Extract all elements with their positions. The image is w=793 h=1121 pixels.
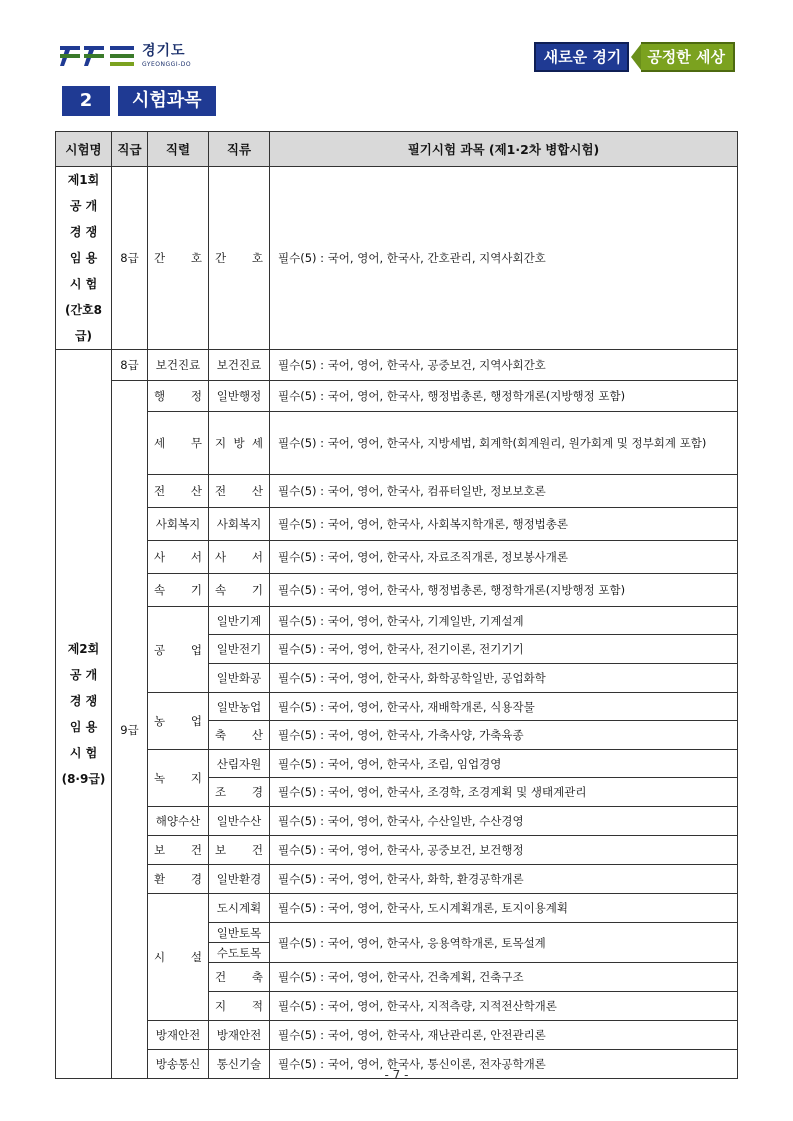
class-cell: 속 기 bbox=[209, 574, 270, 607]
subjects-cell: 필수(5) : 국어, 영어, 한국사, 통신이론, 전자공학개론 bbox=[270, 1050, 738, 1079]
class-cell: 사 서 bbox=[209, 541, 270, 574]
subjects-cell: 필수(5) : 국어, 영어, 한국사, 조경학, 조경계획 및 생태계관리 bbox=[270, 778, 738, 807]
series-cell: 녹 지 bbox=[148, 750, 209, 807]
subjects-cell: 필수(5) : 국어, 영어, 한국사, 컴퓨터일반, 정보보호론 bbox=[270, 475, 738, 508]
gyeonggi-logo bbox=[60, 38, 200, 72]
logo-name: 경기도 bbox=[142, 43, 186, 59]
series-cell: 간 호 bbox=[148, 167, 209, 350]
exam-1-name: 제1회 공 개 경 쟁 임 용 시 험 (간호8급) bbox=[56, 167, 112, 350]
header-series: 직렬 bbox=[148, 132, 209, 167]
series-cell: 보 건 bbox=[148, 836, 209, 865]
class-cell: 보 건 bbox=[209, 836, 270, 865]
table-row bbox=[56, 865, 738, 894]
class-cell: 일반환경 bbox=[209, 865, 270, 894]
class-cell: 일반농업 bbox=[209, 693, 270, 721]
series-cell: 보건진료 bbox=[148, 350, 209, 381]
subjects-cell: 필수(5) : 국어, 영어, 한국사, 지적측량, 지적전산학개론 bbox=[270, 992, 738, 1021]
table-row bbox=[56, 508, 738, 541]
gyeonggi-logo-icon bbox=[60, 42, 136, 70]
grade-cell: 8급 bbox=[112, 350, 148, 381]
subjects-cell: 필수(5) : 국어, 영어, 한국사, 건축계획, 건축구조 bbox=[270, 963, 738, 992]
table-row bbox=[56, 807, 738, 836]
page-number: - 7 - bbox=[384, 1068, 409, 1082]
subjects-cell: 필수(5) : 국어, 영어, 한국사, 조림, 임업경영 bbox=[270, 750, 738, 778]
class-cell: 도시계획 bbox=[209, 894, 270, 923]
series-cell: 환 경 bbox=[148, 865, 209, 894]
subjects-cell: 필수(5) : 국어, 영어, 한국사, 자료조직개론, 정보봉사개론 bbox=[270, 541, 738, 574]
table-row bbox=[56, 350, 738, 381]
class-cell: 전 산 bbox=[209, 475, 270, 508]
grade-cell: 9급 bbox=[112, 381, 148, 1079]
series-cell: 행 정 bbox=[148, 381, 209, 412]
table-row bbox=[56, 836, 738, 865]
section-heading bbox=[62, 86, 216, 116]
class-cell: 조 경 bbox=[209, 778, 270, 807]
table-row bbox=[56, 412, 738, 475]
class-cell: 건 축 bbox=[209, 963, 270, 992]
class-cell: 일반수산 bbox=[209, 807, 270, 836]
class-cell: 일반기계 bbox=[209, 607, 270, 635]
section-number: 2 bbox=[62, 86, 110, 116]
class-cell: 지 적 bbox=[209, 992, 270, 1021]
subjects-cell: 필수(5) : 국어, 영어, 한국사, 전기이론, 전기기기 bbox=[270, 635, 738, 664]
header-class: 직류 bbox=[209, 132, 270, 167]
series-cell: 시 설 bbox=[148, 894, 209, 1021]
class-cell: 일반전기 bbox=[209, 635, 270, 664]
exam-subjects-table bbox=[55, 131, 738, 1079]
class-cell: 축 산 bbox=[209, 721, 270, 750]
subjects-cell: 필수(5) : 국어, 영어, 한국사, 행정법총론, 행정학개론(지방행정 포함) bbox=[270, 574, 738, 607]
series-cell: 농 업 bbox=[148, 693, 209, 750]
subjects-cell: 필수(5) : 국어, 영어, 한국사, 간호관리, 지역사회간호 bbox=[270, 167, 738, 350]
slogan-part-2: 공정한 세상 bbox=[641, 42, 735, 72]
table-row bbox=[56, 607, 738, 635]
subjects-cell: 필수(5) : 국어, 영어, 한국사, 화학공학일반, 공업화학 bbox=[270, 664, 738, 693]
table-row bbox=[56, 894, 738, 923]
header-exam: 시험명 bbox=[56, 132, 112, 167]
section-title: 시험과목 bbox=[118, 86, 216, 116]
subjects-cell: 필수(5) : 국어, 영어, 한국사, 행정법총론, 행정학개론(지방행정 포함) bbox=[270, 381, 738, 412]
subjects-cell: 필수(5) : 국어, 영어, 한국사, 공중보건, 지역사회간호 bbox=[270, 350, 738, 381]
series-cell: 방재안전 bbox=[148, 1021, 209, 1050]
table-row bbox=[56, 167, 738, 350]
header-grade: 직급 bbox=[112, 132, 148, 167]
series-cell: 사 서 bbox=[148, 541, 209, 574]
series-cell: 전 산 bbox=[148, 475, 209, 508]
subjects-cell: 필수(5) : 국어, 영어, 한국사, 재배학개론, 식용작물 bbox=[270, 693, 738, 721]
table-header-row bbox=[56, 132, 738, 167]
subjects-cell: 필수(5) : 국어, 영어, 한국사, 기계일반, 기계설계 bbox=[270, 607, 738, 635]
subjects-cell: 필수(5) : 국어, 영어, 한국사, 공중보건, 보건행정 bbox=[270, 836, 738, 865]
subjects-cell: 필수(5) : 국어, 영어, 한국사, 화학, 환경공학개론 bbox=[270, 865, 738, 894]
table-row bbox=[56, 693, 738, 721]
subjects-cell: 필수(5) : 국어, 영어, 한국사, 수산일반, 수산경영 bbox=[270, 807, 738, 836]
slogan-part-1: 새로운 경기 bbox=[534, 42, 630, 72]
class-cell: 통신기술 bbox=[209, 1050, 270, 1079]
series-cell: 세 무 bbox=[148, 412, 209, 475]
table-row bbox=[56, 1021, 738, 1050]
class-cell: 산림자원 bbox=[209, 750, 270, 778]
slogan-banner bbox=[534, 44, 735, 70]
header-subjects: 필기시험 과목 (제1·2차 병합시험) bbox=[270, 132, 738, 167]
table-row bbox=[56, 750, 738, 778]
subjects-cell: 필수(5) : 국어, 영어, 한국사, 응용역학개론, 토목설계 bbox=[270, 923, 738, 963]
exam-2-name: 제2회 공 개 경 쟁 임 용 시 험 (8·9급) bbox=[56, 350, 112, 1079]
class-cell: 일반화공 bbox=[209, 664, 270, 693]
subjects-cell: 필수(5) : 국어, 영어, 한국사, 가축사양, 가축육종 bbox=[270, 721, 738, 750]
class-cell: 지 방 세 bbox=[209, 412, 270, 475]
subjects-cell: 필수(5) : 국어, 영어, 한국사, 사회복지학개론, 행정법총론 bbox=[270, 508, 738, 541]
class-cell: 일반토목 bbox=[209, 923, 270, 943]
class-cell: 일반행정 bbox=[209, 381, 270, 412]
series-cell: 공 업 bbox=[148, 607, 209, 693]
subjects-cell: 필수(5) : 국어, 영어, 한국사, 재난관리론, 안전관리론 bbox=[270, 1021, 738, 1050]
class-cell-2: 수도토목 bbox=[209, 943, 270, 963]
table-row bbox=[56, 475, 738, 508]
class-cell: 보건진료 bbox=[209, 350, 270, 381]
class-cell: 사회복지 bbox=[209, 508, 270, 541]
subjects-cell: 필수(5) : 국어, 영어, 한국사, 도시계획개론, 토지이용계획 bbox=[270, 894, 738, 923]
table-row bbox=[56, 574, 738, 607]
table-row bbox=[56, 381, 738, 412]
slogan-arrow-icon bbox=[631, 44, 641, 70]
series-cell: 방송통신 bbox=[148, 1050, 209, 1079]
logo-sub: GYEONGGI-DO bbox=[142, 61, 192, 68]
series-cell: 속 기 bbox=[148, 574, 209, 607]
grade-cell: 8급 bbox=[112, 167, 148, 350]
class-cell: 방재안전 bbox=[209, 1021, 270, 1050]
class-cell: 간 호 bbox=[209, 167, 270, 350]
series-cell: 사회복지 bbox=[148, 508, 209, 541]
subjects-cell: 필수(5) : 국어, 영어, 한국사, 지방세법, 회계학(회계원리, 원가회계 및 정부회계 포함) bbox=[270, 412, 738, 475]
table-row bbox=[56, 541, 738, 574]
series-cell: 해양수산 bbox=[148, 807, 209, 836]
